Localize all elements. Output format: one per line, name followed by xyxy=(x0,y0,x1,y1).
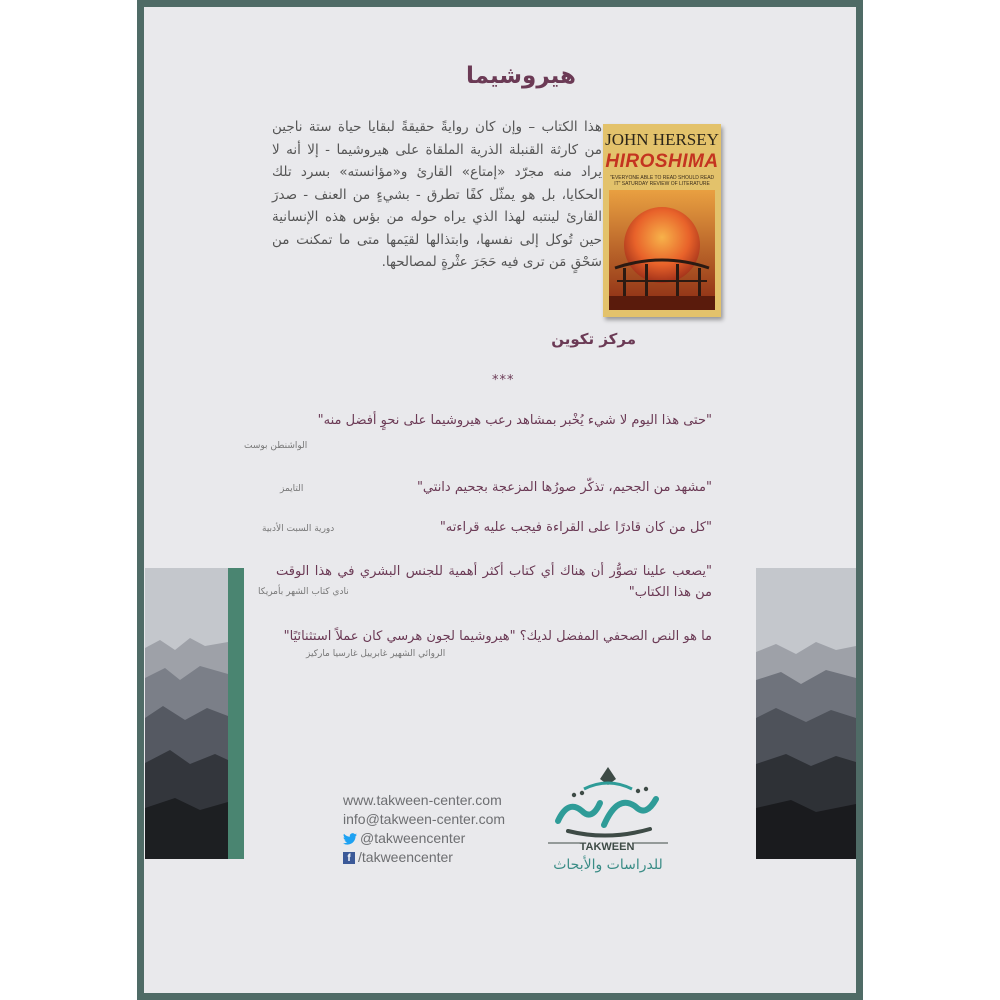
quote-2: "مشهد من الجحيم، تذكّر صورُها المزعجة بجحيم دانتي" xyxy=(416,480,712,495)
book-cover-title: HIROSHIMA xyxy=(605,151,719,172)
book-cover-art xyxy=(609,190,715,310)
landscape-panel-left xyxy=(145,568,228,859)
website-row xyxy=(343,791,505,810)
takween-logo xyxy=(538,759,688,889)
email-row xyxy=(343,810,505,829)
twitter-link[interactable]: @takweencenter xyxy=(360,830,466,846)
facebook-icon: f xyxy=(343,852,355,864)
back-cover xyxy=(137,0,863,1000)
intro-paragraph: هذا الكتاب – وإن كان روايةً حقيقةً لبقايا حياة ستة ناجين من كارثة القنبلة الذرية الملقاة على هيروشيما - إلا أنه لا يراد منه مجرّد «إمتاع» القارئ و«مؤانسته» بسرد تلك الحكايا، بل هو يمثّل كفًا تطرق - بشيءٍ من العنف - صدرَ القارئ لينتبه لهذا الذي يراه حوله من بؤس هذه الإنسانية حين تُوكل إلى نفسها، وابتذالها لقيَمها متى ما تمكنت من سَحْقٍ مَن ترى فيه حَجَرَ عثْرةٍ لمصالحها. xyxy=(272,119,602,270)
logo-latin-name: TAKWEEN xyxy=(579,841,635,853)
book-tagline: "EVERYONE ABLE TO READ SHOULD READ IT" SATURDAY REVIEW OF LITERATURE xyxy=(609,175,715,187)
contact-block xyxy=(343,791,505,867)
quote-3-source: دورية السبت الأدبية xyxy=(262,524,335,534)
landscape-panel-right xyxy=(756,568,856,859)
book-title-arabic: هيروشيما xyxy=(465,63,576,89)
section-separator: *** xyxy=(492,373,515,388)
book-author: JOHN HERSEY xyxy=(605,130,719,149)
takween-logo-mark xyxy=(538,759,678,845)
quote-1-source: الواشنطن بوست xyxy=(244,441,308,451)
facebook-link[interactable]: /takweencenter xyxy=(358,849,453,865)
signature: مركز تكوين xyxy=(551,330,636,348)
logo-subtitle: للدراسات والأبحاث xyxy=(553,857,663,873)
quote-4-source: نادي كتاب الشهر بأمريكا xyxy=(258,587,349,597)
twitter-icon xyxy=(343,833,357,845)
book-cover-image xyxy=(603,124,721,317)
email-link[interactable]: info@takween-center.com xyxy=(343,811,506,827)
accent-strip-left xyxy=(228,568,244,859)
twitter-row xyxy=(343,829,505,848)
quote-5: ما هو النص الصحفي المفضل لديك؟ "هيروشيما لجون هرسي كان عملاً استثنائيًا" xyxy=(283,629,712,644)
quote-5-source: الروائي الشهير غابرييل غارسيا ماركيز xyxy=(306,649,446,659)
website-link[interactable]: www.takween-center.com xyxy=(343,792,502,808)
quote-4: "يصعب علينا تصوُّر أن هناك أي كتاب أكثر أهمية للجنس البشري في هذا الوقت من هذا الكتاب" xyxy=(276,564,712,600)
quote-1: "حتى هذا اليوم لا شيء يُخْبر بمشاهد رعب هيروشيما على نحوٍ أفضل منه" xyxy=(317,413,712,428)
facebook-row xyxy=(343,848,505,867)
quote-2-source: التايمز xyxy=(280,484,304,494)
quote-3: "كل من كان قادرًا على القراءة فيجب عليه قراءته" xyxy=(439,520,712,535)
